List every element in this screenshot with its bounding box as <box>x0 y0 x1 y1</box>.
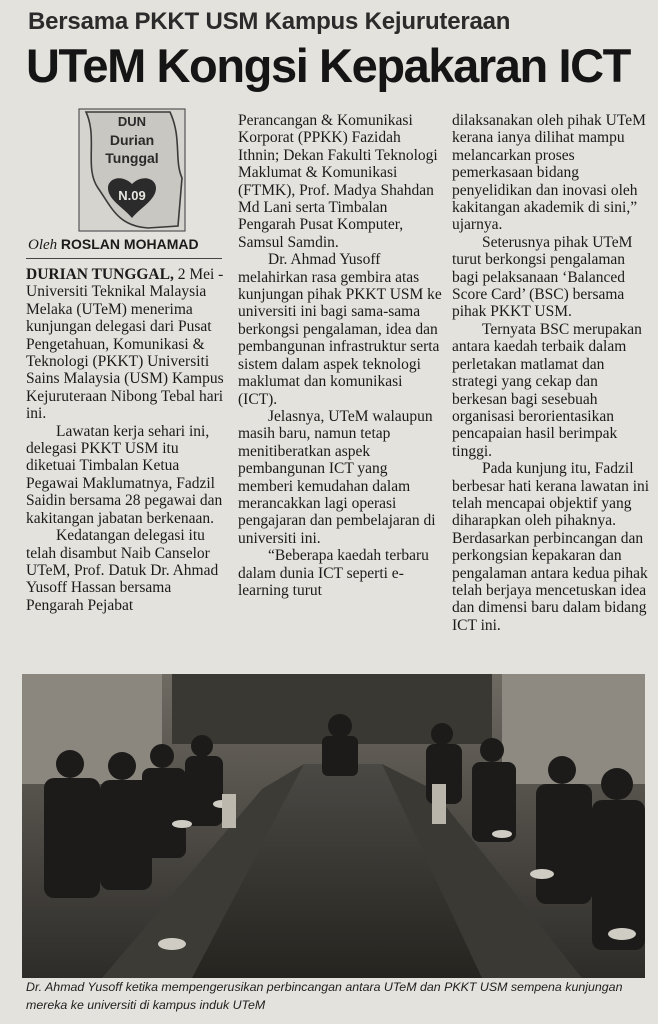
article-kicker: Bersama PKKT USM Kampus Kejuruteraan <box>28 8 511 35</box>
byline-rule <box>26 258 222 259</box>
byline-prefix: Oleh <box>28 237 58 253</box>
paragraph: Jelasnya, UTeM walaupun masih baru, namun tetap menitiberatkan aspek pembangunan ICT yang memberi kemudahan dalam merancakkan lagi operasi pengajaran dan pembelajaran di universiti ini. <box>238 407 436 547</box>
column-3 <box>452 112 650 664</box>
article-headline: UTeM Kongsi Kepakaran ICT <box>26 39 630 92</box>
badge-code: N.09 <box>118 188 146 203</box>
paragraph: Lawatan kerja sehari ini, delegasi PKKT USM itu diketuai Timbalan Ketua Pegawai Maklumatnya, Fadzil Saidin bersama 28 pegawai dan kakitangan jabatan berkenaan. <box>26 422 223 527</box>
paragraph: Dr. Ahmad Yusoff melahirkan rasa gembira atas kunjungan pihak PKKT USM ke universiti ini bagi sama-sama berkongsi pengalaman, idea dan pembangunan infrastruktur serta sistem dalam aspek teknologi maklumat dan komunikasi (ICT). <box>238 251 442 408</box>
paragraph-text: 2 Mei - Universiti Teknikal Malaysia Melaka (UTeM) menerima kunjungan delegasi dari Pusat Pengetahuan, Komunikasi & Teknologi (PKKT) Universiti Sains Malaysia (USM) Kampus Kejuruteraan Nibong Tebal hari ini. <box>26 266 224 423</box>
badge-line-durian: Durian <box>109 132 155 148</box>
byline <box>28 236 218 254</box>
badge-line-dun: DUN <box>117 114 147 129</box>
dateline: DURIAN TUNGGAL, <box>26 266 174 283</box>
paragraph: Perancangan & Komunikasi Korporat (PPKK) Fazidah Ithnin; Dekan Fakulti Teknologi Maklumat & Komunikasi (FTMK), Prof. Madya Shahdan Md Lani serta Timbalan Pengarah Pusat Komputer, Samsul Samdin. <box>238 112 438 251</box>
column-2 <box>238 112 444 664</box>
paragraph: Seterusnya pihak UTeM turut berkongsi pengalaman bagi pelaksanaan ‘Balanced Score Card’ (BSC) bersama pihak PKKT USM. <box>452 233 633 321</box>
photo-caption: Dr. Ahmad Yusoff ketika mempengerusikan perbincangan antara UTeM dan PKKT USM sempena kunjungan mereka ke universiti di kampus induk UTeM <box>26 980 623 1012</box>
meeting-photo-image <box>22 674 645 978</box>
paragraph <box>26 266 226 423</box>
paragraph: “Beberapa kaedah terbaru dalam dunia ICT seperti e-learning turut <box>238 547 429 599</box>
byline-name: ROSLAN MOHAMAD <box>60 236 199 252</box>
badge-line-tunggal: Tunggal <box>105 150 159 166</box>
paragraph: Pada kunjung itu, Fadzil berbesar hati kerana lawatan ini telah mencapai objektif yang diharapkan oleh pihaknya. Berdasarkan perbincangan dan perkongsian kepakaran dan pengalaman antara kedua pihak telah berjaya mencetuskan idea dan dimensi baru dalam bidang ICT ini. <box>452 460 650 634</box>
constituency-badge <box>78 108 186 232</box>
paragraph: Kedatangan delegasi itu telah disambut Naib Canselor UTeM, Prof. Datuk Dr. Ahmad Yusoff Hassan bersama Pengarah Pejabat <box>26 527 219 614</box>
column-1 <box>26 266 226 670</box>
meeting-photo <box>22 674 645 978</box>
paragraph: dilaksanakan oleh pihak UTeM kerana ianya dilihat mampu melancarkan proses pemerkasaan bidang penyelidikan dan inovasi oleh kakitangan akademik di sini,” ujarnya. <box>452 112 646 234</box>
paragraph: Ternyata BSC merupakan antara kaedah terbaik dalam perletakan matlamat dan strategi yang cekap dan berkesan bagi sesebuah organisasi berorientasikan pencapaian hasil berimpak tinggi. <box>452 320 642 460</box>
